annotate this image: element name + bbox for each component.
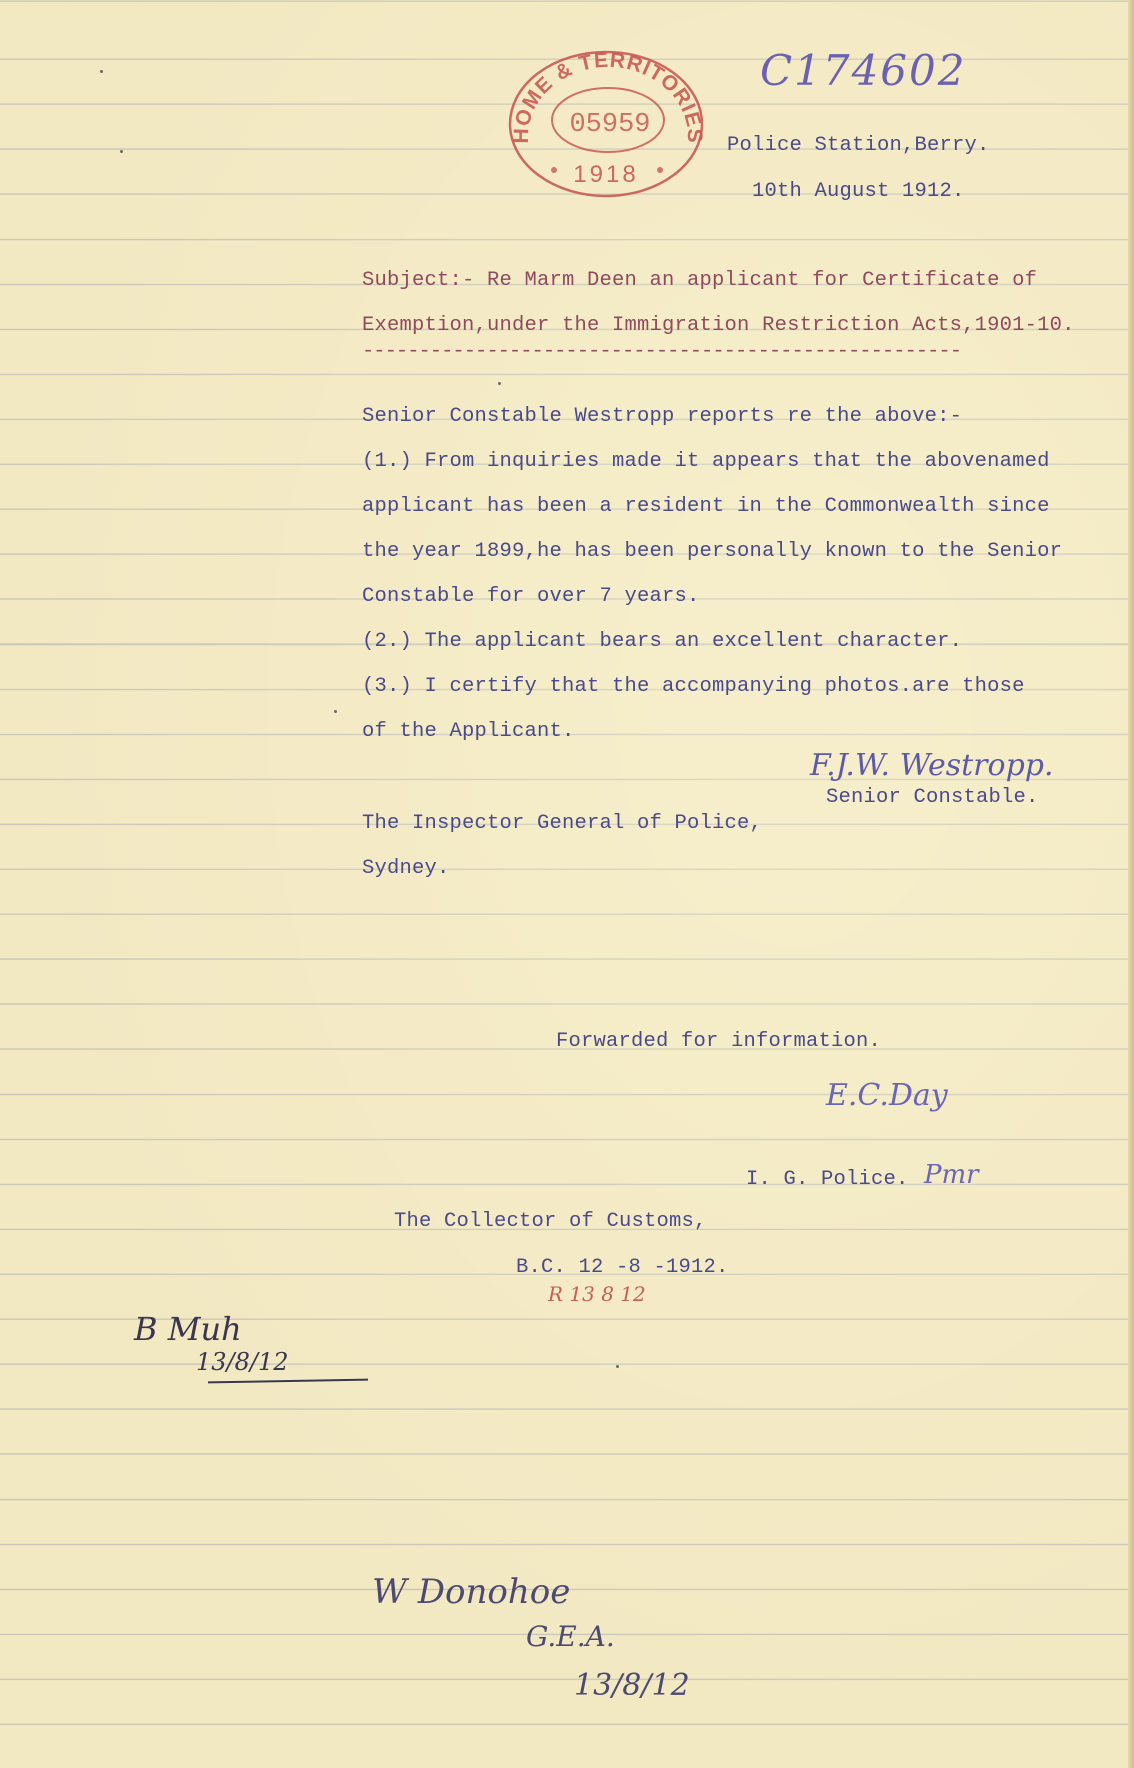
paper-speck — [334, 710, 337, 713]
margin-note-line-2: 13/8/12 — [196, 1348, 289, 1376]
item-2: (2.) The applicant bears an excellent character. — [362, 630, 963, 653]
item-1-line-4: Constable for over 7 years. — [362, 585, 700, 608]
subject-line-1: Subject:- Re Marm Deen an applicant for Certificate of — [362, 269, 1038, 292]
footer-note-name: W Donohoe — [372, 1572, 571, 1612]
forwarded-text: Forwarded for information. — [556, 1030, 882, 1053]
subject-underline: ----------------------------------------------------- — [362, 340, 962, 363]
addressee-line-1: The Inspector General of Police, — [362, 812, 763, 835]
item-3-line-1: (3.) I certify that the accompanying photos.are those — [362, 675, 1025, 698]
station-line: Police Station,Berry. — [727, 134, 990, 157]
paper-speck — [498, 382, 501, 385]
stamp-year: 1918 — [573, 161, 639, 188]
collector-line: The Collector of Customs, — [394, 1210, 707, 1233]
margin-note-underline — [208, 1379, 368, 1384]
item-3-line-2: of the Applicant. — [362, 720, 575, 743]
item-1-line-3: the year 1899,he has been personally known to the Senior — [362, 540, 1063, 563]
addressee-line-2: Sydney. — [362, 857, 450, 880]
stamp-number: 05959 — [569, 110, 651, 140]
item-1-line-2: applicant has been a resident in the Commonwealth since — [362, 495, 1050, 518]
file-reference: C174602 — [760, 46, 967, 95]
margin-note-line-1: B Muh — [134, 1310, 242, 1348]
subject-line-2: Exemption,under the Immigration Restriction Acts,1901-10. — [362, 314, 1075, 337]
westropp-signature: F.J.W. Westropp. — [810, 748, 1054, 783]
ig-initials: Pmr — [924, 1160, 979, 1190]
footer-note-date: 13/8/12 — [574, 1668, 690, 1703]
item-1-line-1: (1.) From inquiries made it appears that the abovenamed — [362, 450, 1050, 473]
paper-speck — [100, 70, 103, 73]
body-intro: Senior Constable Westropp reports re the above:- — [362, 405, 963, 428]
ig-police-title: I. G. Police. — [746, 1168, 909, 1191]
ec-day-signature: E.C.Day — [826, 1078, 948, 1113]
received-date-note: R 13 8 12 — [548, 1282, 646, 1306]
stamp-arc-text: HOME & TERRITORIES — [509, 48, 707, 144]
bc-date: B.C. 12 -8 -1912. — [516, 1256, 729, 1279]
paper-speck — [616, 1365, 619, 1368]
letter-date: 10th August 1912. — [752, 180, 965, 203]
received-stamp — [498, 42, 716, 202]
paper-edge — [1128, 0, 1134, 1768]
paper-speck — [120, 150, 123, 153]
footer-note-initials: G.E.A. — [526, 1620, 615, 1653]
signature-title: Senior Constable. — [826, 786, 1039, 809]
